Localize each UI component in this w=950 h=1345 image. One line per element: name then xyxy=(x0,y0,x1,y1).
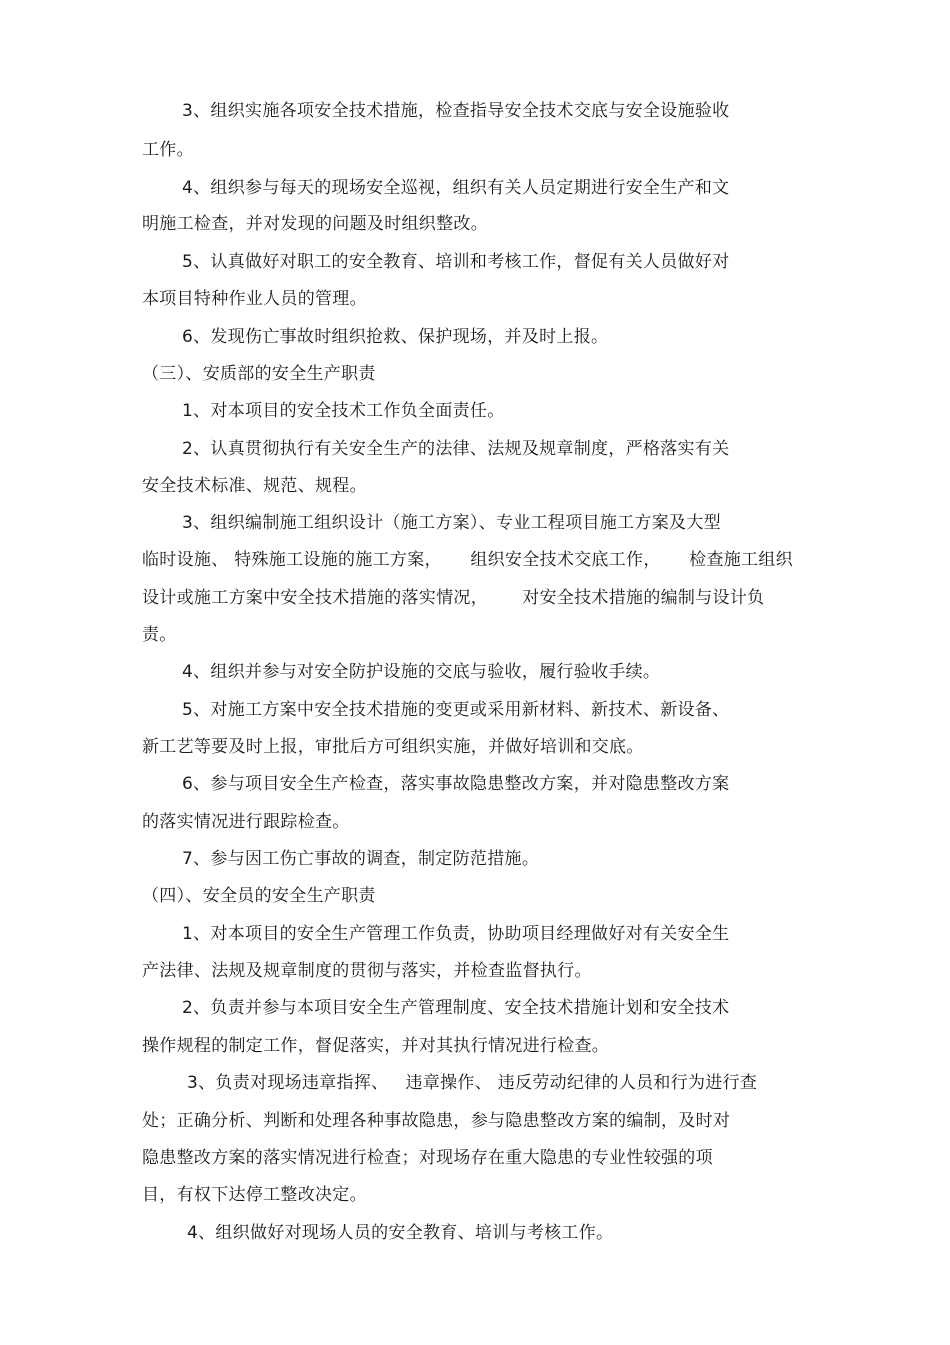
text-line: 4、组织参与每天的现场安全巡视，组织有关人员定期进行安全生产和文 xyxy=(182,178,730,198)
text-line: 本项目特种作业人员的管理。 xyxy=(142,289,367,309)
text-line: 隐患整改方案的落实情况进行检查；对现场存在重大隐患的专业性较强的项 xyxy=(142,1148,713,1168)
text-line: 新工艺等要及时上报，审批后方可组织实施，并做好培训和交底。 xyxy=(142,737,644,757)
text-line: 4、组织做好对现场人员的安全教育、培训与考核工作。 xyxy=(187,1223,614,1243)
text-line: 明施工检查，并对发现的问题及时组织整改。 xyxy=(142,214,488,234)
text-line: 处；正确分析、判断和处理各种事故隐患，参与隐患整改方案的编制，及时对 xyxy=(142,1111,731,1131)
text-line: 3、组织编制施工组织设计（施工方案）、专业工程项目施工方案及大型 xyxy=(182,513,721,533)
text-line: 3、组织实施各项安全技术措施，检查指导安全技术交底与安全设施验收 xyxy=(182,101,730,121)
text-line: 目，有权下达停工整改决定。 xyxy=(142,1185,367,1205)
text-line: 产法律、法规及规章制度的贯彻与落实，并检查监督执行。 xyxy=(142,961,592,981)
text-line: 工作。 xyxy=(142,140,194,160)
text-line: 6、发现伤亡事故时组织抢救、保护现场，并及时上报。 xyxy=(182,327,609,347)
text-line: 6、参与项目安全生产检查，落实事故隐患整改方案，并对隐患整改方案 xyxy=(182,774,730,794)
text-line: 5、认真做好对职工的安全教育、培训和考核工作，督促有关人员做好对 xyxy=(182,252,730,272)
text-line: 2、负责并参与本项目安全生产管理制度、安全技术措施计划和安全技术 xyxy=(182,998,730,1018)
text-line: 5、对施工方案中安全技术措施的变更或采用新材料、新技术、新设备、 xyxy=(182,700,730,720)
text-line: 操作规程的制定工作，督促落实，并对其执行情况进行检查。 xyxy=(142,1036,610,1056)
text-line: 2、认真贯彻执行有关安全生产的法律、法规及规章制度，严格落实有关 xyxy=(182,439,730,459)
text-line: 4、组织并参与对安全防护设施的交底与验收，履行验收手续。 xyxy=(182,662,661,682)
section-heading: （四）、安全员的安全生产职责 xyxy=(142,886,376,906)
text-line: 1、对本项目的安全生产管理工作负责，协助项目经理做好对有关安全生 xyxy=(182,924,730,944)
text-line: 3、负责对现场违章指挥、 违章操作、 违反劳动纪律的人员和行为进行查 xyxy=(187,1073,758,1093)
section-heading: （三）、安质部的安全生产职责 xyxy=(142,364,376,384)
text-line: 1、对本项目的安全技术工作负全面责任。 xyxy=(182,401,505,421)
text-line: 7、参与因工伤亡事故的调查，制定防范措施。 xyxy=(182,849,540,869)
text-line: 安全技术标准、规范、规程。 xyxy=(142,476,367,496)
text-line: 责。 xyxy=(142,625,177,645)
text-line: 设计或施工方案中安全技术措施的落实情况， 对安全技术措施的编制与设计负 xyxy=(142,588,765,608)
text-line: 临时设施、 特殊施工设施的施工方案， 组织安全技术交底工作， 检查施工组织 xyxy=(142,550,793,570)
text-line: 的落实情况进行跟踪检查。 xyxy=(142,812,350,832)
